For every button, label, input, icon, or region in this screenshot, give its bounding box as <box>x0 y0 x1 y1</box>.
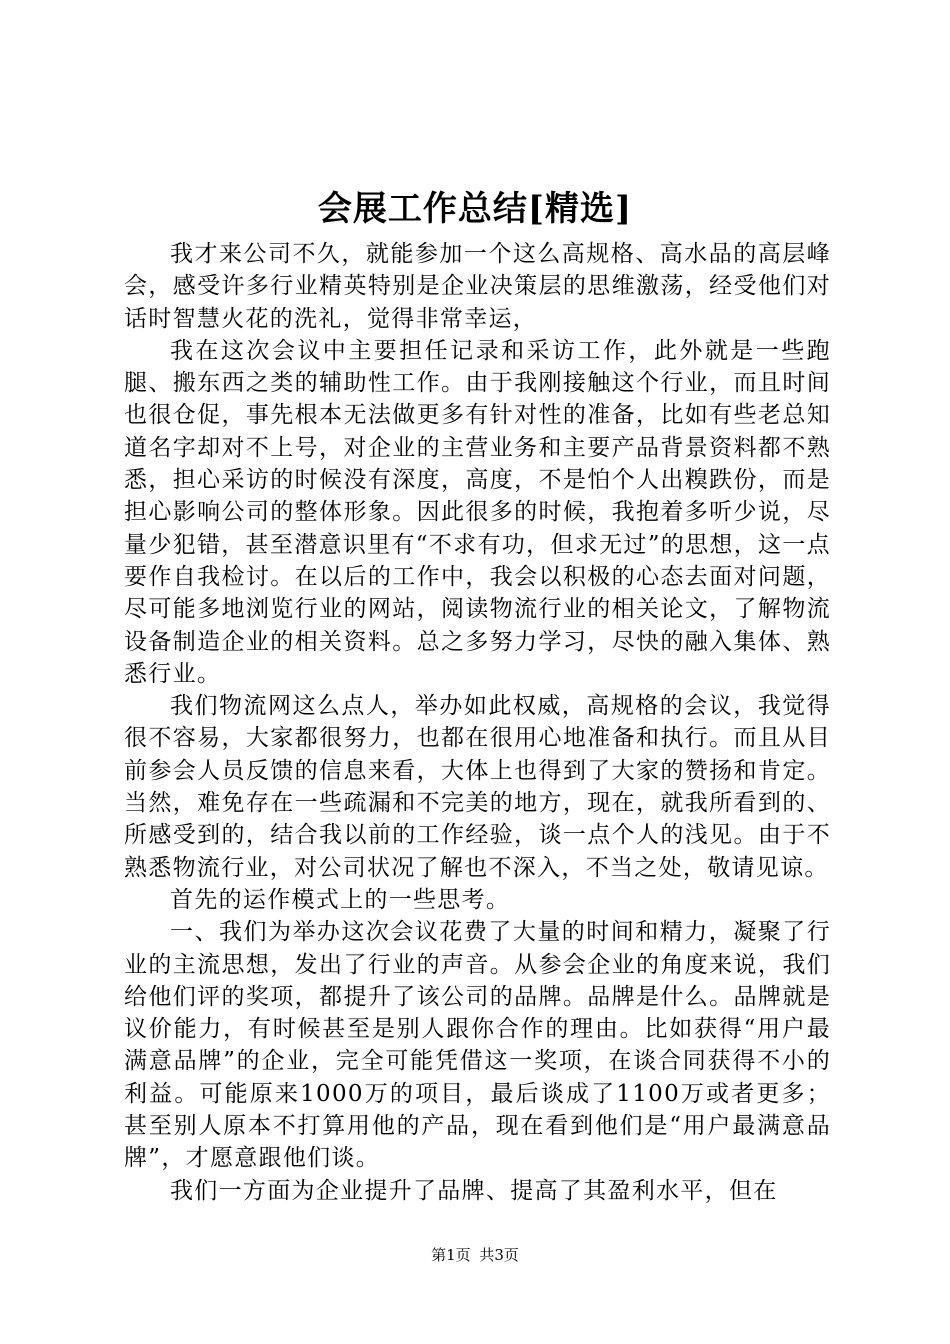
paragraph: 我们一方面为企业提升了品牌、提高了其盈利水平，但在 <box>170 1177 778 1204</box>
page-number: 第1页 <box>431 1246 471 1264</box>
document-title: 会展工作总结[精选] <box>317 189 633 229</box>
paragraph: 我在这次会议中主要担任记录和采访工作，此外就是一些跑腿、搬东西之类的辅助性工作。由于我刚接触这个行业，而且时间也很仓促，事先根本无法做更多有针对性的准备，比如有些老总知道名字却对不上号，对企业的主营业务和主要产品背景资料都不熟悉，担心采访的时候没有深度，高度，不是怕个人出糗跌份，而是担心影响公司的整体形象。因此很多的时候，我抱着多听少说，尽量少犯错，甚至潜意识里有“不求有功，但求无过”的思想，这一点要作自我检讨。在以后的工作中，我会以积极的心态去面对问题，尽可能多地浏览行业的网站，阅读物流行业的相关论文，了解物流设备制造企业的相关资料。总之多努力学习，尽快的融入集体、熟悉行业。 <box>124 337 831 687</box>
page-footer <box>0 1244 950 1266</box>
paragraph: 我们物流网这么点人，举办如此权威，高规格的会议，我觉得很不容易，大家都很努力，也都在很用心地准备和执行。而且从目前参会人员反馈的信息来看，大体上也得到了大家的赞扬和肯定。当然，难免存在一些疏漏和不完美的地方，现在，就我所看到的、所感受到的，结合我以前的工作经验，谈一点个人的浅见。由于不熟悉物流行业，对公司状况了解也不深入，不当之处，敬请见谅。 <box>124 693 831 881</box>
page-total: 共3页 <box>479 1246 519 1264</box>
document-body <box>124 238 831 1207</box>
paragraph: 我才来公司不久，就能参加一个这么高规格、高水品的高层峰会，感受许多行业精英特别是企业决策层的思维激荡，经受他们对话时智慧火花的洗礼，觉得非常幸运， <box>124 241 831 332</box>
paragraph: 首先的运作模式上的一些思考。 <box>170 886 511 913</box>
paragraph: 一、我们为举办这次会议花费了大量的时间和精力，凝聚了行业的主流思想，发出了行业的声音。从参会企业的角度来说，我们给他们评的奖项，都提升了该公司的品牌。品牌是什么。品牌就是议价能力，有时候甚至是别人跟你合作的理由。比如获得“用户最满意品牌”的企业，完全可能凭借这一奖项，在谈合同获得不小的利益。可能原来1000万的项目，最后谈成了1100万或者更多；甚至别人原本不打算用他的产品，现在看到他们是“用户最满意品牌”，才愿意跟他们谈。 <box>124 919 831 1172</box>
